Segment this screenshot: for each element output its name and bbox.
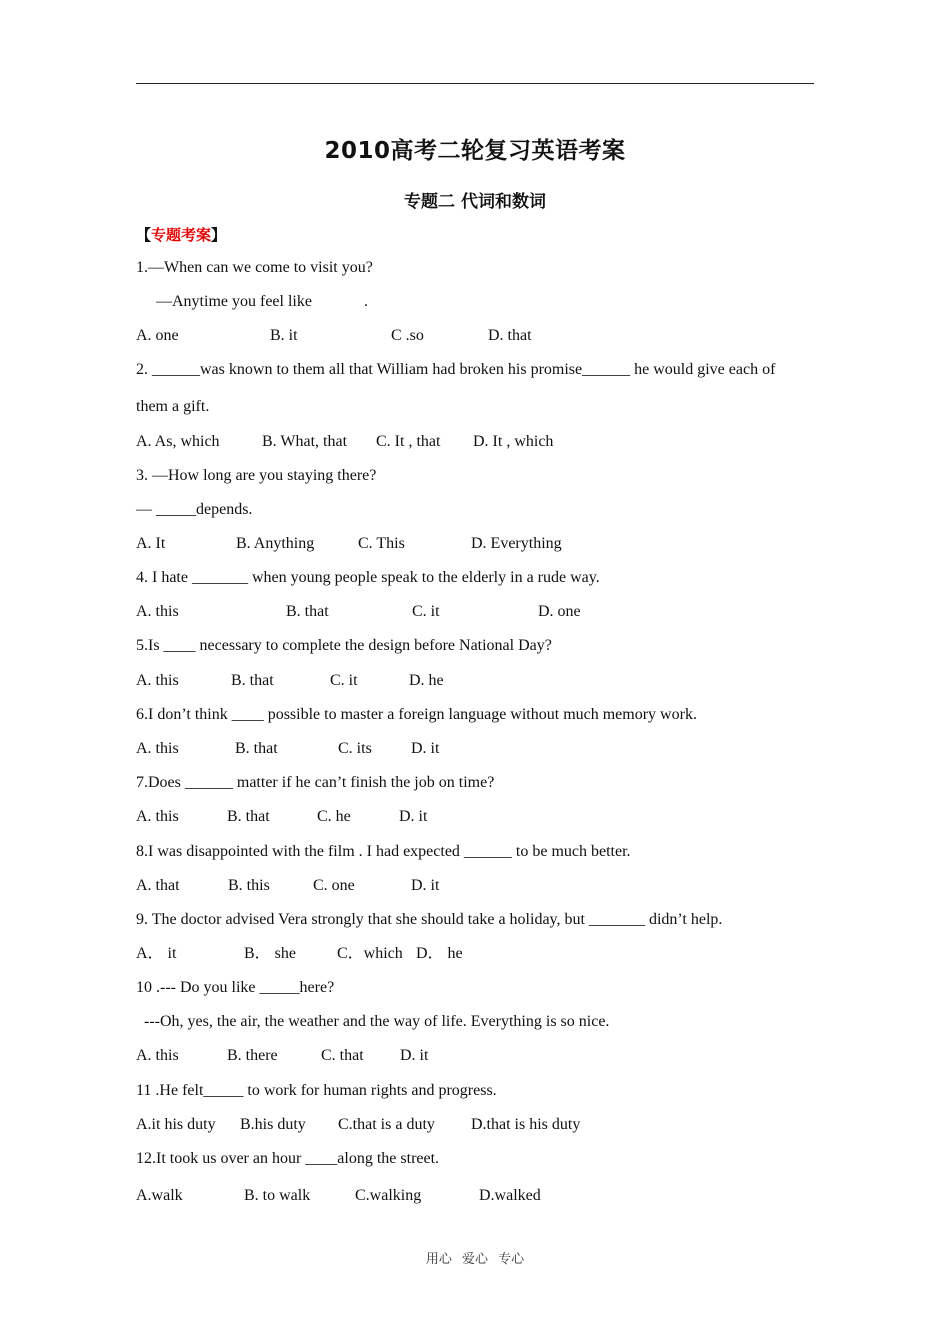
q1-option-c: C .so bbox=[391, 327, 424, 344]
q6-option-a: A. this bbox=[136, 740, 179, 757]
page-title: 2010高考二轮复习英语考案 bbox=[324, 138, 626, 164]
q4-option-b: B. that bbox=[286, 603, 329, 620]
q2-option-a: A. As, which bbox=[136, 433, 220, 450]
section-heading bbox=[136, 224, 226, 245]
q9-option-d: D． he bbox=[416, 945, 463, 962]
q12-option-c: C.walking bbox=[355, 1187, 422, 1204]
q2-option-b: B. What, that bbox=[262, 433, 348, 450]
q9-option-b: B． she bbox=[244, 945, 297, 962]
question-9-stem: 9. The doctor advised Vera strongly that she should take a holiday, but _______ didn’t help. bbox=[136, 911, 723, 928]
question-7-stem: 7.Does ______ matter if he can’t finish the job on time? bbox=[136, 774, 495, 791]
q12-option-a: A.walk bbox=[136, 1187, 183, 1204]
q1-option-d: D. that bbox=[488, 327, 532, 344]
question-6-stem: 6.I don’t think ____ possible to master a foreign language without much memory work. bbox=[136, 706, 697, 723]
q5-option-c: C. it bbox=[330, 672, 358, 689]
q4-option-a: A. this bbox=[136, 603, 179, 620]
q11-option-b: B.his duty bbox=[240, 1116, 306, 1133]
question-2-stem: 2. ______was known to them all that William had broken his promise______ he would give each of bbox=[136, 361, 776, 378]
q10-option-d: D. it bbox=[400, 1047, 429, 1064]
question-10-reply: ---Oh, yes, the air, the weather and the way of life. Everything is so nice. bbox=[144, 1013, 610, 1030]
question-12-stem: 12.It took us over an hour ____along the street. bbox=[136, 1150, 440, 1167]
question-3-reply: — _____depends. bbox=[136, 501, 253, 518]
q7-option-d: D. it bbox=[399, 808, 428, 825]
q2-option-d: D. It , which bbox=[473, 433, 554, 450]
q10-option-c: C. that bbox=[321, 1047, 364, 1064]
q1-option-a: A. one bbox=[136, 327, 179, 344]
q12-option-d: D.walked bbox=[479, 1187, 541, 1204]
q6-option-b: B. that bbox=[235, 740, 278, 757]
q3-option-a: A. It bbox=[136, 535, 166, 552]
q9-option-c: C．which bbox=[337, 945, 403, 962]
q3-option-d: D. Everything bbox=[471, 535, 562, 552]
q12-option-b: B. to walk bbox=[244, 1187, 311, 1204]
question-8-stem: 8.I was disappointed with the film . I had expected ______ to be much better. bbox=[136, 843, 631, 860]
question-1-reply: —Anytime you feel like . bbox=[156, 293, 368, 310]
section-label: 专题考案 bbox=[151, 226, 212, 244]
question-2-stem-continued: them a gift. bbox=[136, 398, 210, 415]
q6-option-d: D. it bbox=[411, 740, 440, 757]
q11-option-d: D.that is his duty bbox=[471, 1116, 581, 1133]
q11-option-a: A.it his duty bbox=[136, 1116, 216, 1133]
question-3-stem: 3. —How long are you staying there? bbox=[136, 467, 377, 484]
q5-option-b: B. that bbox=[231, 672, 274, 689]
question-4-stem: 4. I hate _______ when young people speak to the elderly in a rude way. bbox=[136, 569, 600, 586]
bracket-open: 【 bbox=[136, 226, 152, 244]
q4-option-c: C. it bbox=[412, 603, 440, 620]
q5-option-a: A. this bbox=[136, 672, 179, 689]
q8-option-c: C. one bbox=[313, 877, 355, 894]
q11-option-c: C.that is a duty bbox=[338, 1116, 435, 1133]
q5-option-d: D. he bbox=[409, 672, 444, 689]
bracket-close: 】 bbox=[211, 226, 227, 244]
q8-option-a: A. that bbox=[136, 877, 180, 894]
q1-option-b: B. it bbox=[270, 327, 298, 344]
q8-option-b: B. this bbox=[228, 877, 270, 894]
q2-option-c: C. It , that bbox=[376, 433, 441, 450]
q10-option-a: A. this bbox=[136, 1047, 179, 1064]
q4-option-d: D. one bbox=[538, 603, 581, 620]
q9-option-a: A． it bbox=[136, 945, 177, 962]
header-rule bbox=[136, 83, 814, 84]
q7-option-a: A. this bbox=[136, 808, 179, 825]
q3-option-c: C. This bbox=[358, 535, 405, 552]
q3-option-b: B. Anything bbox=[236, 535, 315, 552]
page-subtitle: 专题二 代词和数词 bbox=[404, 192, 546, 212]
question-11-stem: 11 .He felt_____ to work for human rights and progress. bbox=[136, 1082, 497, 1099]
q6-option-c: C. its bbox=[338, 740, 372, 757]
q10-option-b: B. there bbox=[227, 1047, 278, 1064]
question-5-stem: 5.Is ____ necessary to complete the design before National Day? bbox=[136, 637, 552, 654]
question-10-stem: 10 .--- Do you like _____here? bbox=[136, 979, 335, 996]
q7-option-b: B. that bbox=[227, 808, 270, 825]
q7-option-c: C. he bbox=[317, 808, 351, 825]
q8-option-d: D. it bbox=[411, 877, 440, 894]
page-footer: 用心 爱心 专心 bbox=[425, 1252, 525, 1267]
question-1-stem: 1.—When can we come to visit you? bbox=[136, 259, 373, 276]
